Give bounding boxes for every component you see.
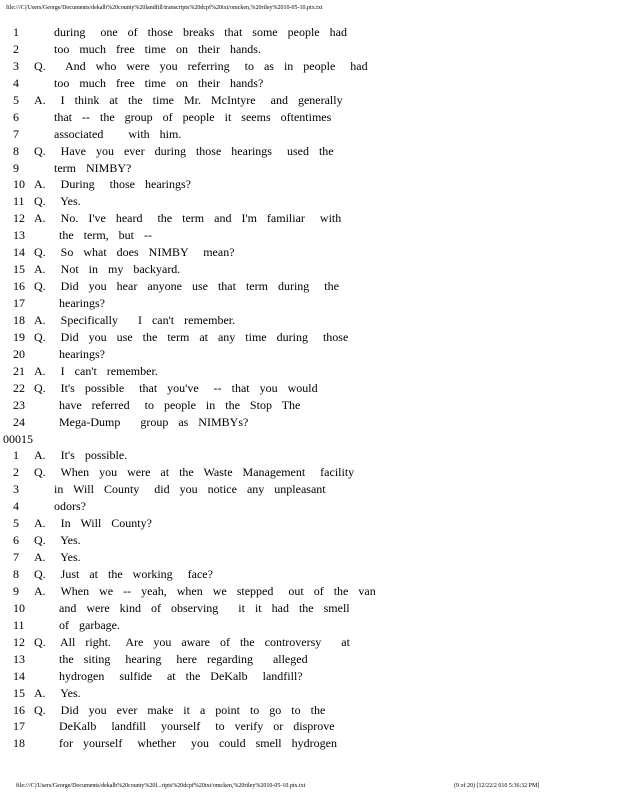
transcript-line xyxy=(8,735,608,752)
transcript-line xyxy=(8,464,608,481)
line-text: A. It's possible. xyxy=(34,448,128,463)
line-text: A. When we -- yeah, when we stepped out of the van xyxy=(34,583,376,598)
line-text: A. No. I've heard the term and I'm familiar with xyxy=(34,211,342,226)
transcript-line xyxy=(8,261,608,278)
line-number: 14 xyxy=(13,668,25,683)
transcript-line xyxy=(8,685,608,702)
line-number: 16 xyxy=(13,702,25,717)
transcript-line xyxy=(8,210,608,227)
transcript-line xyxy=(8,143,608,160)
line-text: Q. All right. Are you aware of the controversy at xyxy=(34,634,350,649)
transcript-line xyxy=(8,515,608,532)
line-text: the siting hearing here regarding alleged xyxy=(34,651,308,666)
line-number: 10 xyxy=(13,177,25,192)
line-text: have referred to people in the Stop The xyxy=(34,397,301,412)
transcript-line xyxy=(8,329,608,346)
transcript-line xyxy=(8,634,608,651)
line-text: Q. Have you ever during those hearings used the xyxy=(34,143,334,158)
line-number: 3 xyxy=(13,482,19,497)
line-number: 11 xyxy=(13,617,25,632)
line-number: 20 xyxy=(13,346,25,361)
line-text: that -- the group of people it seems oftentimes xyxy=(34,109,332,124)
transcript-line xyxy=(8,397,608,414)
line-text: Q. Did you ever make it a point to go to the xyxy=(34,702,326,717)
line-text: DeKalb landfill yourself to verify or disprove xyxy=(34,719,335,734)
line-number: 23 xyxy=(13,397,25,412)
line-text: too much free time on their hands? xyxy=(34,75,264,90)
transcript-line xyxy=(8,651,608,668)
line-text: hydrogen sulfide at the DeKalb landfill? xyxy=(34,668,303,683)
line-text: A. Yes. xyxy=(34,550,81,565)
line-text: Q. Just at the working face? xyxy=(34,567,213,581)
line-number: 7 xyxy=(13,550,19,565)
file-path-footer: file:///C|/Users/George/Documents/dekalb%20county%20l...ripts%20dcpf%20txt/omcken,%20riley%2010-05-10.ptx.txt xyxy=(16,783,306,789)
line-number: 11 xyxy=(13,194,25,209)
transcript-line xyxy=(8,92,608,109)
line-text: hearings? xyxy=(34,346,105,361)
line-number: 10 xyxy=(13,600,25,615)
transcript-line xyxy=(8,227,608,244)
line-number: 13 xyxy=(13,651,25,666)
line-text: A. Not in my backyard. xyxy=(34,262,181,277)
line-number: 17 xyxy=(13,296,25,310)
transcript-line xyxy=(8,583,608,600)
line-text: and were kind of observing it it had the smell xyxy=(34,600,350,615)
line-number: 4 xyxy=(13,499,19,514)
line-text: Mega-Dump group as NIMBYs? xyxy=(34,414,249,429)
transcript-line xyxy=(8,380,608,397)
page-number-marker: 00015 xyxy=(3,431,33,446)
transcript-line xyxy=(8,718,608,735)
line-text: A. Yes. xyxy=(34,685,81,700)
transcript-line xyxy=(8,295,608,312)
line-number: 22 xyxy=(13,380,25,395)
line-number: 16 xyxy=(13,279,25,294)
line-number: 18 xyxy=(13,736,25,751)
line-number: 18 xyxy=(13,312,25,327)
transcript-line xyxy=(8,363,608,380)
line-text: associated with him. xyxy=(34,126,182,141)
line-text: Q. It's possible that you've -- that you would xyxy=(34,380,318,395)
transcript-line xyxy=(8,346,608,363)
transcript-line xyxy=(8,668,608,685)
page-info: (9 of 20) [12/22/2 010 5:36:32 PM] xyxy=(454,783,540,789)
line-text: during one of those breaks that some people had xyxy=(34,25,347,39)
transcript-line xyxy=(8,414,608,431)
line-number: 6 xyxy=(13,109,19,124)
transcript-line xyxy=(8,566,608,583)
transcript-block-page-14 xyxy=(8,24,608,431)
line-text: too much free time on their hands. xyxy=(34,41,261,56)
line-text: A. I can't remember. xyxy=(34,363,158,378)
transcript-line xyxy=(8,532,608,549)
transcript-line xyxy=(8,312,608,329)
line-text: Q. So what does NIMBY mean? xyxy=(34,245,235,260)
line-number: 2 xyxy=(13,41,19,56)
line-text: A. Specifically I can't remember. xyxy=(34,312,236,327)
line-number: 1 xyxy=(13,448,19,463)
line-number: 5 xyxy=(13,516,19,531)
line-number: 15 xyxy=(13,262,25,277)
transcript-block-page-15 xyxy=(8,447,608,752)
transcript-line xyxy=(8,109,608,126)
line-text: in Will County did you notice any unpleasant xyxy=(34,482,326,497)
line-number: 8 xyxy=(13,143,19,158)
line-number: 4 xyxy=(13,75,19,90)
transcript-line xyxy=(8,600,608,617)
line-number: 19 xyxy=(13,329,25,344)
transcript-line xyxy=(8,75,608,92)
line-number: 13 xyxy=(13,228,25,243)
file-path-header: file:///C|/Users/George/Documents/dekalb%20county%20landfill/transcripts%20dcpf%20txt/omcken,%20riley%2010-05-10.ptx.txt xyxy=(6,5,323,11)
transcript-line xyxy=(8,126,608,143)
line-number: 9 xyxy=(13,583,19,598)
transcript-body xyxy=(3,24,608,752)
line-text: Q. When you were at the Waste Management facility xyxy=(34,465,355,480)
transcript-line xyxy=(8,481,608,498)
transcript-line xyxy=(8,244,608,261)
line-number: 2 xyxy=(13,465,19,480)
transcript-line xyxy=(8,617,608,634)
line-text: Q. Did you use the term at any time during those xyxy=(34,329,349,344)
transcript-line xyxy=(8,447,608,464)
transcript-line xyxy=(8,278,608,295)
line-number: 9 xyxy=(13,160,19,175)
transcript-line xyxy=(8,24,608,41)
transcript-line xyxy=(8,549,608,566)
line-number: 8 xyxy=(13,567,19,581)
transcript-line xyxy=(8,702,608,719)
line-text: Q. Did you hear anyone use that term during the xyxy=(34,279,339,294)
line-number: 7 xyxy=(13,126,19,141)
line-text: of garbage. xyxy=(34,617,120,632)
line-text: Q. And who were you referring to as in people had xyxy=(34,58,368,73)
transcript-line xyxy=(8,193,608,210)
line-number: 17 xyxy=(13,719,25,734)
line-text: A. I think at the time Mr. McIntyre and generally xyxy=(34,92,343,107)
line-text: A. In Will County? xyxy=(34,516,152,531)
line-number: 15 xyxy=(13,685,25,700)
line-number: 24 xyxy=(13,414,25,429)
transcript-line xyxy=(8,160,608,177)
line-number: 12 xyxy=(13,634,25,649)
line-text: Q. Yes. xyxy=(34,533,81,548)
line-number: 21 xyxy=(13,363,25,378)
line-text: the term, but -- xyxy=(34,228,152,243)
line-text: A. During those hearings? xyxy=(34,177,191,192)
transcript-line xyxy=(8,498,608,515)
line-text: for yourself whether you could smell hydrogen xyxy=(34,736,337,751)
line-text: Q. Yes. xyxy=(34,194,81,209)
line-number: 14 xyxy=(13,245,25,260)
line-number: 3 xyxy=(13,58,19,73)
line-number: 5 xyxy=(13,92,19,107)
transcript-line xyxy=(8,176,608,193)
transcript-line xyxy=(8,41,608,58)
line-text: hearings? xyxy=(34,296,105,310)
line-number: 1 xyxy=(13,25,19,39)
line-number: 6 xyxy=(13,533,19,548)
transcript-line xyxy=(8,58,608,75)
line-number: 12 xyxy=(13,211,25,226)
line-text: odors? xyxy=(34,499,86,514)
line-text: term NIMBY? xyxy=(34,160,132,175)
